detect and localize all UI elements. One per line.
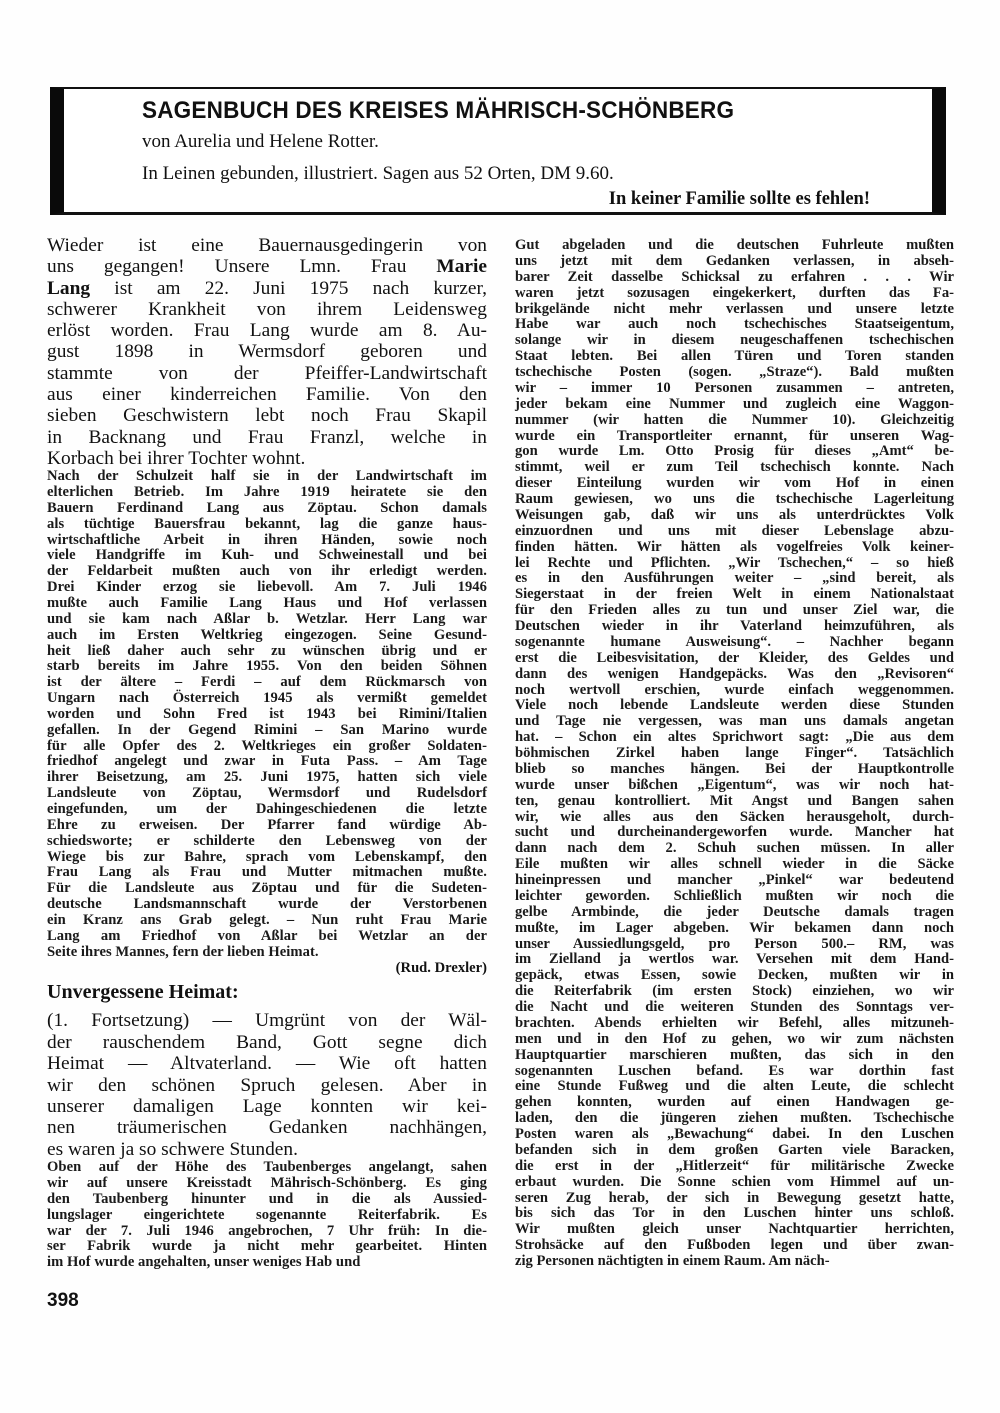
text-line: für den Frieden alles zu tun und unser Ziel war, die [515, 602, 954, 619]
text-line: mußte auch Familie Lang Haus und Hof verlassen [47, 595, 487, 612]
text-line: heit ließ daher auch sehr zu wünschen übrig und er [47, 642, 487, 659]
book-advertisement-box [50, 87, 946, 215]
text-line: ein Kranz ans Grab gelegt. – Nun ruht Frau Marie [47, 911, 487, 928]
text-line: ist der ältere – Ferdi – auf dem Rückmarsch von [47, 674, 487, 691]
text-line: gefallen. In der Gegend Rimini – San Marino wurde [47, 721, 487, 738]
text-line: Bauern Ferdinand Lang aus Zöptau. Schon damals [47, 499, 487, 516]
page-number: 398 [47, 1290, 79, 1311]
text-line: der rauschendem Band, Gott segne dich [47, 1031, 487, 1053]
text-line: dann nach dem 2. Schuh suchen müssen. In aller [515, 840, 954, 857]
text-line: Frau Lang als Frau und Mutter mitmachen mußte. [47, 864, 487, 881]
text-line: lungslager eingerichtete sogenannte Reiterfabrik. Es [47, 1206, 487, 1223]
text-line: worden und Sohn Fred ist 1943 bei Rimini/Italien [47, 705, 487, 722]
text-line: gust 1898 in Wermsdorf geboren und [47, 341, 487, 363]
text-line: Raum gewiesen, wo uns die tschechische Lagerleitung [515, 491, 954, 507]
article-heading: Unvergessene Heimat: [47, 981, 239, 1004]
text-line: Lang am Friedhof von Aßlar bei Wetzlar an der [47, 927, 487, 944]
text-line: Wieder ist eine Bauernausgedingerin von [47, 235, 487, 256]
text-line: men und in den Hof zu gehen, wo wir zum nächsten [515, 1030, 954, 1047]
text-line: Lang ist am 22. Juni 1975 nach kurzer, [47, 277, 487, 299]
right-column [515, 238, 954, 1270]
text-line: der Feldarbeit mußten auch von ihr erledigt werden. [47, 563, 487, 580]
text-line: böhmischen Zirkel haben lange Finger“. Tatsächlich [515, 745, 954, 761]
text-line: Weisungen gab, daß wir uns als unterdrücktes Volk [515, 506, 954, 523]
advertisement-slogan: In keiner Familie sollte es fehlen! [608, 189, 870, 209]
text-line: wir auf unsere Kreisstadt Mährisch-Schönberg. Es ging [47, 1175, 487, 1192]
text-line: einzuordnen und uns mit dieser Lebenslage abzu- [515, 522, 954, 539]
text-line: gehen konnten, wurden auf einen Handwagen ge- [515, 1094, 954, 1111]
text-line: befanden sich in dem großen Garten viele Baracken, [515, 1141, 954, 1158]
text-line: es in den Ausführungen weiter – „sind bereit, als [515, 570, 954, 587]
text-line: und Tage nie vergessen, was man uns damals angetan [515, 713, 954, 730]
text-line: erlöst worden. Frau Lang wurde am 8. Au- [47, 320, 487, 342]
advertisement-authors: von Aurelia und Helene Rotter. [142, 131, 379, 152]
text-line: viele Handgriffe im Kuh- und Schweinestall und bei [47, 547, 487, 564]
text-line: tschechische Posten (sogen. „Straze“). Bald mußten [515, 364, 954, 380]
text-line: ser Fabrik wurde ja nicht mehr gearbeitet. Hinten [47, 1238, 487, 1255]
text-line: wurde unser bißchen „Eigentum“, was wir noch hat- [515, 776, 954, 793]
text-line: sogenannten Luschen befand. Es war dorthin fast [515, 1062, 954, 1079]
text-line: die Nacht und die weiteren Stunden des Sonntags ver- [515, 999, 954, 1015]
text-line: eingefunden, um der Dahingeschiedenen die letzte [47, 800, 487, 817]
text-line: unser Aussiedlungsgeld, pro Person 500.– RM, was [515, 935, 954, 952]
text-line: hat. – Schon ein altes Sprichwort sagt: „Die aus dem [515, 729, 954, 746]
left-column [47, 235, 487, 1271]
text-line: friedhof angelegt und zwar in Futa Pass. – Am Tage [47, 753, 487, 770]
advertisement-details: In Leinen gebunden, illustriert. Sagen aus 52 Orten, DM 9.60. [142, 163, 614, 184]
text-line: Heimat — Altvaterland. — Wie oft hatten [47, 1053, 487, 1075]
text-line: den Taubenberg hinunter und in die als Aussied- [47, 1190, 487, 1207]
text-line: brikgelände nicht mehr verlassen und unsere letzte [515, 300, 954, 317]
text-line: es waren ja so schwere Stunden. [47, 1138, 298, 1160]
text-line: Staat lebten. Bei allen Türen und Toren standen [515, 348, 954, 365]
text-line: lei Rechte und Pflichten. „Wir Tschechen,“ – so hieß [515, 554, 954, 571]
text-line: gepäck, etwas Essen, sowie Decken, mußten wir in [515, 967, 954, 984]
text-line: Habe war auch noch tschechisches Staatseigentum, [515, 316, 954, 333]
text-line: Siegerstaat in der freien Welt in einem Nationalstaat [515, 586, 954, 603]
text-line: schiedsworte; er schilderte den Lebensweg von der [47, 832, 487, 849]
text-line: sieben Geschwistern lebt noch Frau Skapil [47, 405, 487, 427]
text-line: ten, genau kontrolliert. Mit Angst und Bangen sahen [515, 792, 954, 809]
text-line: elterlichen Betrieb. Im Jahre 1919 heiratete sie den [47, 484, 487, 501]
text-line: erbaut wurden. Die Sonne schien vom Himmel auf un- [515, 1173, 954, 1190]
text-line: Gut abgeladen und die deutschen Fuhrleute mußten [515, 237, 954, 253]
text-line: uns gegangen! Unsere Lmn. Frau Marie [47, 256, 487, 278]
text-line: Posten waren als „Bewachung“ dabei. In den Luschen [515, 1126, 954, 1142]
text-line: waren jetzt sozusagen eingekerkert, durften das Fa- [515, 284, 954, 301]
text-line: und sie kam nach Aßlar b. Wetzlar. Herr Lang war [47, 610, 487, 627]
text-line: wir – immer 10 Personen zusammen – antreten, [515, 379, 954, 396]
text-line: Nach der Schulzeit half sie in der Landwirtschaft im [47, 468, 487, 485]
text-line: Für die Landsleute aus Zöptau und für die Sudeten- [47, 880, 487, 897]
text-line: gon wurde Lm. Otto Prosig für dieses „Amt“ be- [515, 443, 954, 460]
text-line: deutsche Landsmannschaft wurde der Verstorbenen [47, 896, 487, 913]
bold-name: Lang [47, 277, 91, 299]
text-line: Drei Kinder erzog sie liebevoll. Am 7. Juli 1946 [47, 579, 487, 596]
text-line: Deutschen wieder in ihr Vaterland heimzuführen, als [515, 618, 954, 634]
advertisement-title: SAGENBUCH DES KREISES MÄHRISCH-SCHÖNBERG [142, 97, 735, 124]
text-line: hineinpressen und mancher „Pinkel“ war bedeutend [515, 872, 954, 888]
text-line: uns jetzt mit dem Gedanken verlassen, in abseh- [515, 252, 954, 269]
text-line: im Zielland ja wertlos war. Versehen mit dem Hand- [515, 951, 954, 968]
text-line: (1. Fortsetzung) — Umgrünt von der Wäl- [47, 1010, 487, 1032]
article-lead-paragraph [47, 1010, 487, 1160]
text-line: Ehre zu erweisen. Der Pfarrer fand würdige Ab- [47, 816, 487, 833]
text-line: brachten. Abends erhielten wir Befehl, alles mitzuneh- [515, 1014, 954, 1031]
text-line: zig Personen nächtigten in einem Raum. Am näch- [515, 1253, 830, 1269]
text-line: in Backnang und Frau Franzl, welche in [47, 426, 487, 448]
text-line: Landsleute von Zöptau, Wermsdorf und Rudelsdorf [47, 785, 487, 802]
text-line: Hauptquartier marschieren mußten, das sich in den [515, 1046, 954, 1063]
text-line: mußte, im Lager abgeben. Wir bekamen dann noch [515, 919, 954, 936]
text-line: Oben auf der Höhe des Taubenberges angelangt, sahen [47, 1159, 487, 1176]
text-line: leichter geworden. Schließlich mußten wir noch die [515, 887, 954, 904]
text-line: war der 7. Juli 1946 angebrochen, 7 Uhr früh: In die- [47, 1222, 487, 1239]
bold-name: Marie [436, 256, 487, 278]
text-line: starb bereits im Jahre 1955. Von den beiden Söhnen [47, 658, 487, 675]
text-line: dann des wenigen Handgepäcks. Was den „Revisoren“ [515, 665, 954, 682]
article-continuation-paragraph [515, 238, 954, 1270]
article-body-paragraph [47, 1160, 487, 1271]
text-line: stammte von der Pfeiffer-Landwirtschaft [47, 362, 487, 384]
text-line: nummer (wir hatten die Nummer 10). Gleichzeitig [515, 411, 954, 428]
text-line: solange wir in diesem neugeschaffenen tschechischen [515, 332, 954, 349]
text-line: Viele noch lebende Landsleute werden diese Stunden [515, 697, 954, 714]
text-line: blieb so manches hängen. Bei der Hauptkontrolle [515, 760, 954, 777]
text-line: stimmt, weil er zum Teil tschechisch konnte. Nach [515, 459, 954, 476]
text-line: noch wertvoll erschien, wurde einfach weggenommen. [515, 681, 954, 698]
text-line: barer Zeit dasselbe Schicksal zu erfahren . . . Wir [515, 268, 954, 285]
text-line: Ungarn nach Österreich 1945 als vermißt gemeldet [47, 690, 487, 707]
text-line: Korbach bei ihrer Tochter wohnt. [47, 447, 306, 469]
text-line: ihrer Beisetzung, am 25. Juni 1975, hatten sich viele [47, 769, 487, 786]
text-line: wirtschaftliche Arbeit in ihren Händen, sowie noch [47, 531, 487, 548]
text-line: Seite ihres Mannes, fern der lieben Heimat. [47, 943, 319, 960]
text-line: auch im Ersten Weltkrieg eingezogen. Seine Gesund- [47, 626, 487, 643]
text-line: finden hätten. Wir hätten als vogelfreies Volk keiner- [515, 538, 954, 555]
text-line: seren Zug herab, der sich in Bewegung gesetzt hatte, [515, 1189, 954, 1206]
obituary-signature: (Rud. Drexler) [395, 960, 487, 977]
text-line: bis sich das Tor in den Luschen hinter uns schloß. [515, 1205, 954, 1222]
text-line: Eile mußten wir alles schnell wieder in die Säcke [515, 856, 954, 873]
text-line: im Hof wurde angehalten, unser weniges Hab und [47, 1254, 361, 1271]
text-line: sucht und durcheinandergeworfen wurde. Mancher hat [515, 824, 954, 841]
text-line: wurde ein Transportleiter ernannt, für unseren Wag- [515, 427, 954, 444]
text-line: laden, den die jüngeren ziehen mußten. Tschechische [515, 1110, 954, 1127]
text-line: dieser Einteilung wurden wir vom Hof in einen [515, 475, 954, 492]
obituary-body-paragraph [47, 469, 487, 960]
text-line: wir, wie alles aus den Säcken herausgeholt, durch- [515, 808, 954, 825]
text-line: die erst in der „Hitlerzeit“ für militärische Zwecke [515, 1157, 954, 1174]
text-line: nen träumerischen Gedanken nachhängen, [47, 1117, 487, 1139]
text-line: jeder bekam eine Nummer und zugleich eine Waggon- [515, 395, 954, 412]
text-line: Wiege bis zur Bahre, sprach vom Lebenskampf, den [47, 848, 487, 865]
text-line: unserer damaligen Lage konnten wir kei- [47, 1096, 487, 1118]
text-line: wir den schönen Spruch gelesen. Aber in [47, 1074, 487, 1096]
text-line: sogenannte humane Ausweisung“. – Nachher begann [515, 633, 954, 650]
text-line: Strohsäcke auf den Fußboden legen und über zwan- [515, 1237, 954, 1254]
text-line: erst die Leibesvisitation, der Kleider, des Geldes und [515, 649, 954, 666]
text-line: schwerer Krankheit von ihrem Leidensweg [47, 298, 487, 320]
text-line: für alle Opfer des 2. Weltkrieges ein großer Soldaten- [47, 737, 487, 754]
text-line: Wir mußten gleich unser Nachtquartier herrichten, [515, 1221, 954, 1238]
text-line: eine Stunde Fußweg und die alten Leute, die schlecht [515, 1078, 954, 1095]
text-line: gelbe Armbinde, die jeder Deutsche damals tragen [515, 903, 954, 920]
obituary-lead-paragraph [47, 235, 487, 469]
text-line: die Reiterfabrik (im ersten Stock) einziehen, wo wir [515, 983, 954, 1000]
text-line: aus einer kinderreichen Familie. Von den [47, 384, 487, 406]
text-line: als tüchtige Bauersfrau bekannt, lag die ganze haus- [47, 515, 487, 532]
